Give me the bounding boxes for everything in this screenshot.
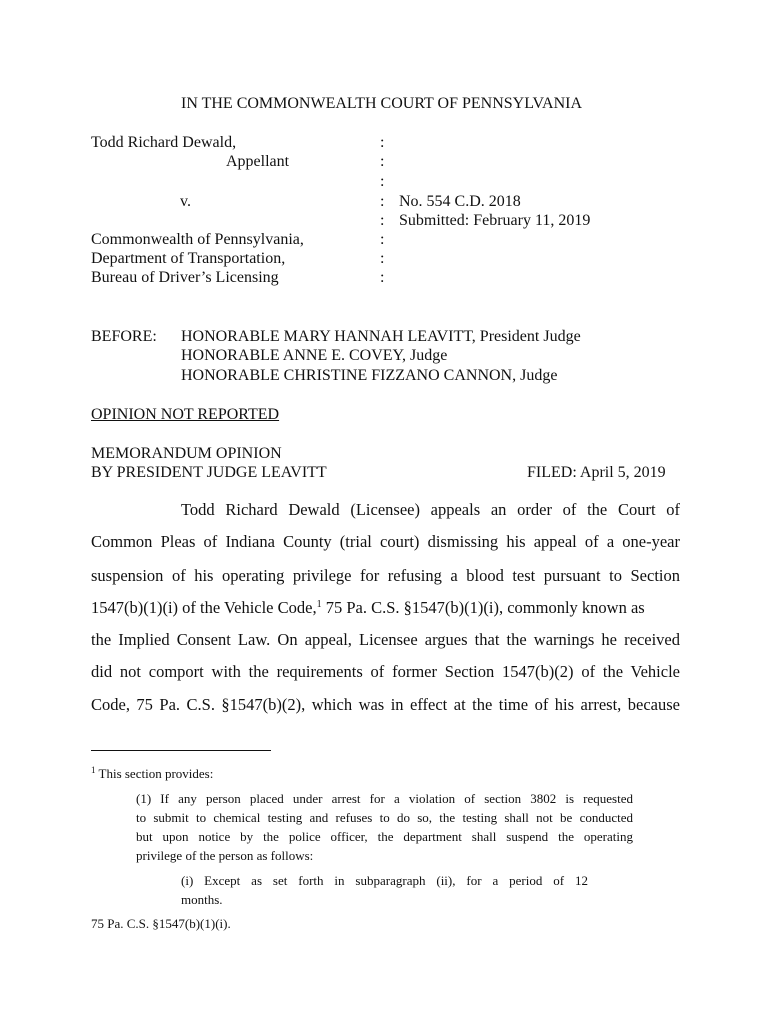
appellee-line: Department of Transportation, [91,250,286,267]
body-line: Todd Richard Dewald (Licensee) appeals an order of the Court of [181,500,680,519]
body-line: did not comport with the requirements of former Section 1547(b)(2) of the Vehicle [91,662,680,681]
appellant-role: Appellant [226,153,290,170]
footnote-subquote-line: months. [181,892,223,907]
footnote-reference: 1 [316,599,322,610]
panel-judge: HONORABLE CHRISTINE FIZZANO CANNON, Judge [181,367,558,384]
body-text: 75 Pa. C.S. §1547(b)(1)(i), commonly known as [321,598,645,617]
footnote-intro [91,765,213,782]
panel-label: BEFORE: [91,328,157,345]
footnote-citation: 75 Pa. C.S. §1547(b)(1)(i). [91,916,231,931]
body-text: 1547(b)(1)(i) of the Vehicle Code, [91,598,317,617]
footnote-quote-line: privilege of the person as follows: [136,848,314,863]
appellant-name: Todd Richard Dewald, [91,134,237,151]
footnote-quote-line: (1) If any person placed under arrest for a violation of section 3802 is requested [136,791,633,806]
footnote-quote-line: but upon notice by the police officer, the department shall suspend the operating [136,829,633,844]
footnote-marker: 1 [91,765,96,775]
body-line: Code, 75 Pa. C.S. §1547(b)(2), which was in effect at the time of his arrest, because [91,695,680,714]
caption-separator: : [380,153,385,170]
panel-judge: HONORABLE ANNE E. COVEY, Judge [181,347,448,364]
body-line: suspension of his operating privilege for refusing a blood test pursuant to Section [91,566,680,585]
body-line: the Implied Consent Law. On appeal, Licensee argues that the warnings he received [91,630,680,649]
caption-separator: : [380,231,385,248]
body-line-with-footnote [91,598,680,618]
versus: v. [180,193,191,210]
caption-separator: : [380,269,385,286]
appellee-line: Commonwealth of Pennsylvania, [91,231,304,248]
footnote-intro-text: This section provides: [98,766,214,781]
reporting-status: OPINION NOT REPORTED [91,406,280,423]
caption-separator: : [380,212,385,229]
docket-number: No. 554 C.D. 2018 [399,193,521,210]
body-line: Common Pleas of Indiana County (trial court) dismissing his appeal of a one-year [91,532,680,551]
submitted-date: Submitted: February 11, 2019 [399,212,591,229]
footnote-subquote-line: (i) Except as set forth in subparagraph (ii), for a period of 12 [181,873,588,888]
panel-judge: HONORABLE MARY HANNAH LEAVITT, President Judge [181,328,581,345]
court-heading: IN THE COMMONWEALTH COURT OF PENNSYLVANIA [181,95,582,112]
caption-separator: : [380,173,385,190]
filed-date: FILED: April 5, 2019 [527,464,666,481]
footnote-divider [91,750,271,751]
appellee-line: Bureau of Driver’s Licensing [91,269,279,286]
opinion-type: MEMORANDUM OPINION [91,445,282,462]
caption-separator: : [380,134,385,151]
footnote-quote-line: to submit to chemical testing and refuses to do so, the testing shall not be conducted [136,810,633,825]
author-line: BY PRESIDENT JUDGE LEAVITT [91,464,327,481]
caption-separator: : [380,250,385,267]
caption-separator: : [380,193,385,210]
